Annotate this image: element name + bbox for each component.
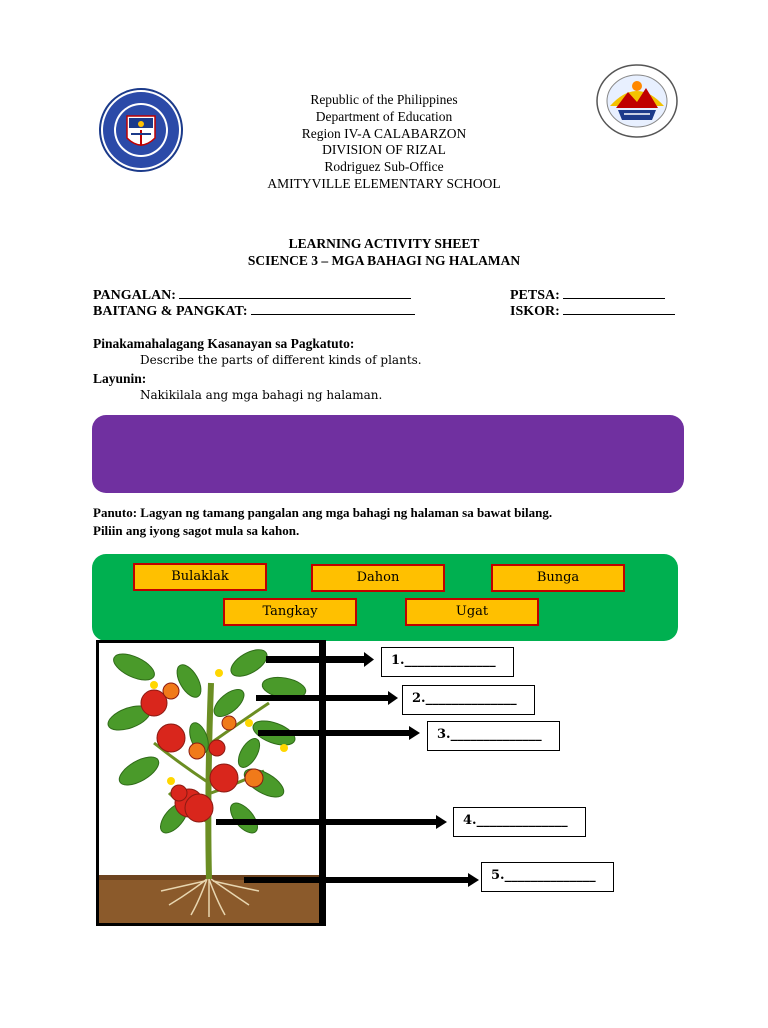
header-division: DIVISION OF RIZAL <box>322 142 446 158</box>
answer-box-5[interactable]: 5.______________ <box>481 862 614 892</box>
instructions-line1: Panuto: Lagyan ng tamang pangalan ang mga bahagi ng halaman sa bawat bilang. <box>93 505 553 520</box>
answer-box-2[interactable]: 2.______________ <box>402 685 535 715</box>
header-school: AMITYVILLE ELEMENTARY SCHOOL <box>267 175 501 191</box>
competency-text: Describe the parts of different kinds of plants. <box>140 353 422 367</box>
header-suboffice: Rodriguez Sub-Office <box>324 159 444 175</box>
objective-text: Nakikilala ang mga bahagi ng halaman. <box>140 388 383 402</box>
word-ugat[interactable]: Ugat <box>405 598 539 626</box>
header-republic: Republic of the Philippines <box>310 92 458 107</box>
name-label: PANGALAN: <box>93 288 176 303</box>
objective-label: Layunin: <box>93 371 147 386</box>
instructions-line2: Piliin ang iyong sagot mula sa kahon. <box>93 523 300 538</box>
answer-box-1[interactable]: 1.______________ <box>381 647 514 677</box>
header-deped: Department of Education <box>315 108 453 124</box>
title-line2: SCIENCE 3 – MGA BAHAGI NG HALAMAN <box>247 252 521 268</box>
header-region: Region IV-A CALABARZON <box>301 125 467 141</box>
word-dahon[interactable]: Dahon <box>311 564 445 592</box>
word-bulaklak[interactable]: Bulaklak <box>133 563 267 591</box>
title-line1: LEARNING ACTIVITY SHEET <box>288 236 480 251</box>
score-label: ISKOR: <box>510 304 560 319</box>
grade-label: BAITANG & PANGKAT: <box>93 304 248 319</box>
answer-box-4[interactable]: 4.______________ <box>453 807 586 837</box>
word-tangkay[interactable]: Tangkay <box>223 598 357 626</box>
answer-box-3[interactable]: 3.______________ <box>427 721 560 751</box>
date-label: PETSA: <box>510 288 560 303</box>
competency-label: Pinakamahalagang Kasanayan sa Pagkatuto: <box>93 336 355 351</box>
word-bunga[interactable]: Bunga <box>491 564 625 592</box>
